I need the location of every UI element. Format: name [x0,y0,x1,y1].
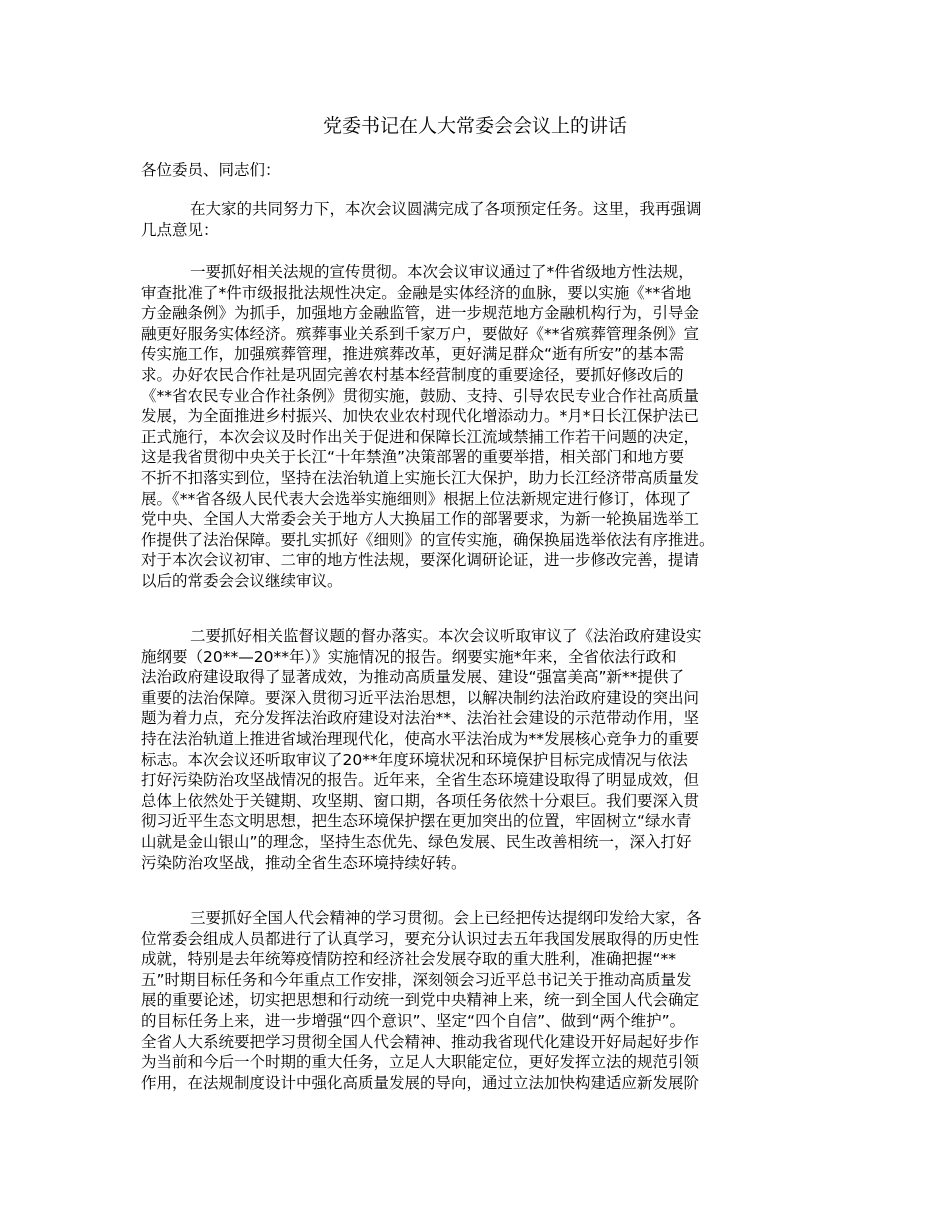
text-line: 彻习近平生态文明思想，把生态环境保护摆在更加突出的位置，牢固树立“绿水青 [141,812,692,831]
text-line: 题为着力点，充分发挥法治政府建设对法治**、法治社会建设的示范带动作用，坚 [141,709,700,728]
text-line: 持在法治轨道上推进省域治理现代化，使高水平法治成为**发展核心竞争力的重要 [141,729,700,748]
text-line: 展的重要论述，切实把思想和行动统一到党中央精神上来，统一到全国人代会确定 [141,991,700,1010]
text-line: 为当前和今后一个时期的重大任务，立足人大职能定位，更好发挥立法的规范引领 [141,1053,700,1072]
text-line: 一要抓好相关法规的宣传贯彻。本次会议审议通过了*件省级地方性法规， [190,263,694,281]
text-line: 五”时期目标任务和今年重点工作安排，深刻领会习近平总书记关于推动高质量发 [141,970,692,989]
text-line: 位常委会组成人员都进行了认真学习，要充分认识过去五年我国发展取得的历史性 [141,929,700,948]
text-line: 对于本次会议初审、二审的地方性法规，要深化调研论证，进一步修改完善，提请 [141,551,700,570]
text-line: 审查批准了*件市级报批法规性决定。金融是实体经济的血脉，要以实施《**省地 [141,283,692,302]
text-line: 方金融条例》为抓手，加强地方金融监管，进一步规范地方金融机构行为，引导金 [141,304,700,323]
text-line: 成就，特别是去年统筹疫情防控和经济社会发展夺取的重大胜利，准确把握“** [141,950,677,969]
text-line: 山就是金山银山”的理念，坚持生态优先、绿色发展、民生改善相统一，深入打好 [141,832,692,851]
paragraph-three [141,908,831,1093]
text-line: 几点意见： [141,220,219,239]
text-line: 党中央、全国人大常委会关于地方人大换届工作的部署要求，为新一轮换届选举工 [141,510,700,529]
text-line: 二要抓好相关监督议题的督办落实。本次会议听取审议了《法治政府建设实 [190,627,702,645]
text-line: 作用，在法规制度设计中强化高质量发展的导向，通过立法加快构建适应新发展阶 [141,1073,700,1092]
text-line: 的目标任务上来，进一步增强“四个意识”、坚定“四个自信”、做到“两个维护”。 [141,1011,686,1030]
salutation: 各位委员、同志们： [141,161,281,179]
document-title: 党委书记在人大常委会会议上的讲话 [322,115,627,137]
text-line: 不折不扣落实到位，坚持在法治轨道上实施长江大保护，助力长江经济带高质量发 [141,468,700,487]
text-line: 法治政府建设取得了显著成效，为推动高质量发展、建设“强富美高”新**提供了 [141,668,685,687]
text-line: 融更好服务实体经济。殡葬事业关系到千家万户，要做好《**省殡葬管理条例》宣 [141,324,700,343]
text-line: 以后的常委会会议继续审议。 [141,571,343,590]
text-line: 展。《**省各级人民代表大会选举实施细则》根据上位法新规定进行修订，体现了 [141,489,692,508]
text-line: 求。办好农民合作社是巩固完善农村基本经营制度的重要途径，要抓好修改后的 [141,365,684,384]
text-line: 污染防治攻坚战，推动全省生态环境持续好转。 [141,853,467,872]
text-line: 传实施工作，加强殡葬管理，推进殡葬改革，更好满足群众“逝有所安”的基本需 [141,345,685,364]
text-line: 打好污染防治攻坚战情况的报告。近年来，全省生态环境建设取得了明显成效，但 [141,771,700,790]
text-line: 标志。本次会议还听取审议了20**年度环境状况和环境保护目标完成情况与依法 [141,750,688,769]
text-line: 这是我省贯彻中央关于长江“十年禁渔”决策部署的重要举措，相关部门和地方要 [141,448,685,467]
text-line: 正式施行，本次会议及时作出关于促进和保障长江流域禁捕工作若干问题的决定， [141,427,700,446]
paragraph-one [141,262,831,592]
text-line: 总体上依然处于关键期、攻坚期、窗口期，各项任务依然十分艰巨。我们要深入贯 [141,791,700,810]
text-line: 全省人大系统要把学习贯彻全国人代会精神、推动我省现代化建设开好局起好步作 [141,1032,700,1051]
text-line: 发展，为全面推进乡村振兴、加快农业农村现代化增添动力。*月*日长江保护法已 [141,407,700,426]
text-line: 重要的法治保障。要深入贯彻习近平法治思想，以解决制约法治政府建设的突出问 [141,688,700,707]
paragraph-intro [141,199,831,240]
text-line: 《**省农民专业合作社条例》贯彻实施，鼓励、支持、引导农民专业合作社高质量 [141,386,700,405]
text-line: 施纲要（20**—20**年）》实施情况的报告。纲要实施*年来，全省依法行政和 [141,647,677,666]
text-line: 作提供了法治保障。要扎实抓好《细则》的宣传实施，确保换届选举依法有序推进。 [141,530,715,549]
text-line: 在大家的共同努力下，本次会议圆满完成了各项预定任务。这里，我再强调 [190,200,702,218]
text-line: 三要抓好全国人代会精神的学习贯彻。会上已经把传达提纲印发给大家，各 [190,909,702,927]
paragraph-two [141,626,831,873]
